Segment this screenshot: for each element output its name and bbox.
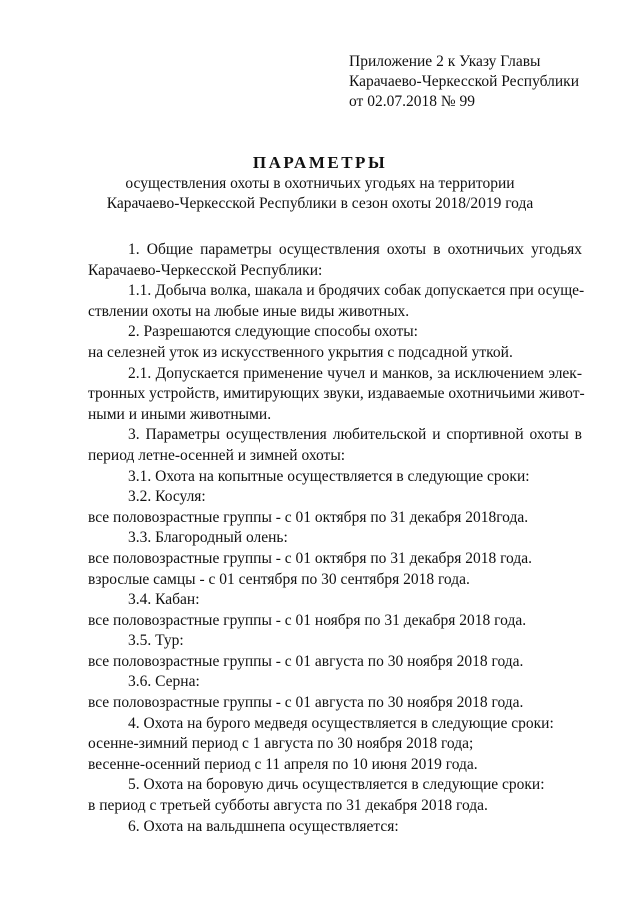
appendix-header [349, 52, 579, 112]
section-5-text: в период с третьей субботы августа по 31 декабря 2018 года. [88, 797, 488, 815]
item-3-3: 3.3. Благородный олень: [128, 529, 288, 547]
subtitle-line-2: Карачаево-Черкесской Республики в сезон охоты 2018/2019 года [106, 195, 534, 212]
item-2-1-cont: тронных устройств, имитирующих звуки, издаваемые охотничьими живот- [88, 385, 585, 403]
item-3-6: 3.6. Серна: [128, 673, 200, 691]
item-1-1-cont: ствлении охоты на любые иные виды животных. [88, 302, 410, 320]
appendix-line-2: Карачаево-Черкесской Республики [349, 73, 579, 90]
item-3-4-text: все половозрастные группы - с 01 ноября по 31 декабря 2018 года. [88, 611, 527, 629]
item-3-6-text: все половозрастные группы - с 01 августа по 30 ноября 2018 года. [88, 694, 524, 712]
section-2-heading: 2. Разрешаются следующие способы охоты: [128, 323, 418, 341]
section-6-heading: 6. Охота на вальдшнепа осуществляется: [128, 817, 399, 835]
section-1-heading-cont: Карачаево-Черкесской Республики: [88, 261, 323, 279]
document-body [88, 240, 585, 837]
item-3-5-text: все половозрастные группы - с 01 августа по 30 ноября 2018 года. [88, 652, 524, 670]
subtitle-line-1: осуществления охоты в охотничьих угодьях на территории [125, 175, 515, 192]
item-3-3-text-2: взрослые самцы - с 01 сентября по 30 сентября 2018 года. [88, 570, 470, 588]
section-4-text-1: осенне-зимний период с 1 августа по 30 ноября 2018 года; [88, 735, 474, 753]
item-3-5: 3.5. Тур: [128, 632, 184, 650]
item-3-3-text-1: все половозрастные группы - с 01 октября по 31 декабря 2018 года. [88, 549, 532, 567]
item-3-2-text: все половозрастные группы - с 01 октября по 31 декабря 2018года. [88, 508, 529, 526]
section-4-text-2: весенне-осенний период с 11 апреля по 10 июня 2019 года. [88, 755, 478, 773]
appendix-line-3: от 02.07.2018 № 99 [349, 93, 475, 110]
section-4-heading: 4. Охота на бурого медведя осуществляется в следующие сроки: [128, 714, 554, 732]
item-3-1: 3.1. Охота на копытные осуществляется в следующие сроки: [128, 467, 530, 485]
appendix-line-1: Приложение 2 к Указу Главы [349, 53, 541, 70]
section-1-heading: 1. Общие параметры осуществления охоты в охотничьих угодьях [128, 241, 582, 258]
item-2-1-cont-2: ными и иными животными. [88, 405, 272, 423]
item-3-4: 3.4. Кабан: [128, 591, 200, 609]
section-3-heading-cont: период летне-осенней и зимней охоты: [88, 446, 346, 464]
item-3-2: 3.2. Косуля: [128, 488, 206, 506]
section-2-text: на селезней уток из искусственного укрытия с подсадной уткой. [88, 343, 513, 361]
item-1-1: 1.1. Добыча волка, шакала и бродячих собак допускается при осуще- [128, 282, 585, 300]
section-5-heading: 5. Охота на боровую дичь осуществляется в следующие сроки: [128, 776, 545, 794]
section-3-heading: 3. Параметры осуществления любительской и спортивной охоты в [128, 426, 582, 444]
document-title: ПАРАМЕТРЫ [252, 153, 388, 172]
item-2-1: 2.1. Допускается применение чучел и манков, за исключением элек- [128, 364, 582, 382]
document-subtitle [0, 174, 640, 214]
